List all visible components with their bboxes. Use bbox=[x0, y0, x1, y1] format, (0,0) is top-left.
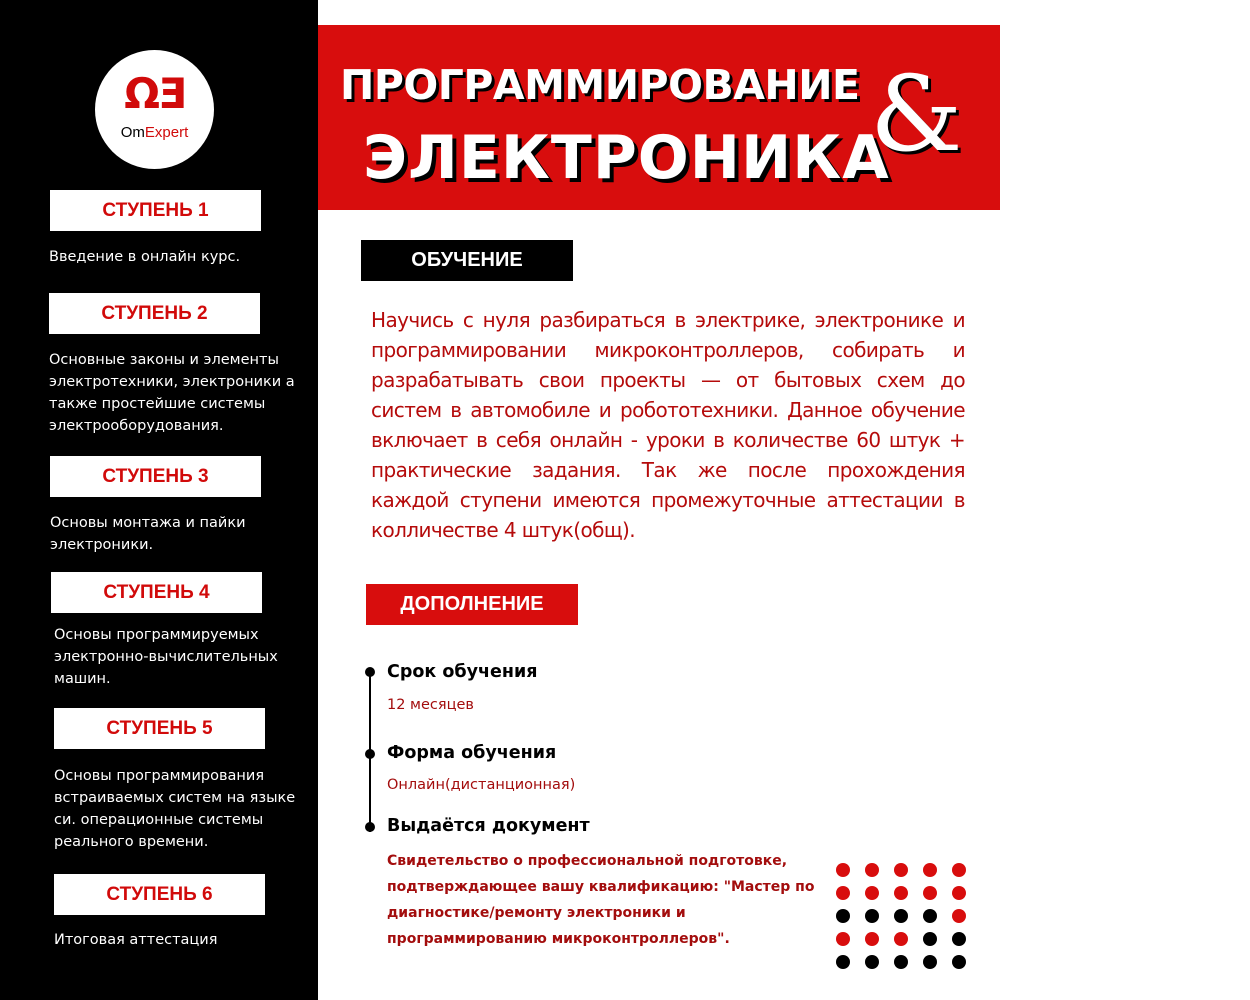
step-6-description: Итоговая аттестация bbox=[54, 932, 218, 948]
step-2-description: Основные законы и элементы электротехники, электроники а также простейшие системы электрооборудования. bbox=[49, 352, 295, 434]
grid-dot bbox=[952, 886, 966, 900]
header-banner bbox=[318, 25, 1250, 210]
grid-dot bbox=[865, 955, 879, 969]
omexpert-logo bbox=[95, 50, 214, 169]
document-value: Свидетельство о профессиональной подготовке, подтверждающее вашу квалификацию: "Мастер по диагностике/ремонту электроники и программированию микроконтроллеров". bbox=[387, 853, 815, 947]
duration-value: 12 месяцев bbox=[387, 697, 474, 713]
form-title: Форма обучения bbox=[387, 743, 557, 763]
grid-dot bbox=[952, 863, 966, 877]
timeline-dot bbox=[365, 749, 375, 759]
grid-dot bbox=[836, 886, 850, 900]
grid-dot bbox=[894, 932, 908, 946]
timeline-dot bbox=[365, 822, 375, 832]
timeline-dot bbox=[365, 667, 375, 677]
grid-dot bbox=[894, 886, 908, 900]
grid-dot bbox=[952, 909, 966, 923]
grid-dot bbox=[923, 909, 937, 923]
decorative-dot-grid bbox=[836, 863, 966, 973]
step-2-badge: СТУПЕНЬ 2 bbox=[49, 293, 260, 334]
sidebar bbox=[0, 0, 318, 1000]
logo-text: OmExpert bbox=[120, 124, 189, 141]
training-label: ОБУЧЕНИЕ bbox=[361, 240, 573, 281]
grid-dot bbox=[836, 955, 850, 969]
grid-dot bbox=[952, 955, 966, 969]
grid-dot bbox=[894, 955, 908, 969]
watermark-text: Kaspi.kz bbox=[1118, 67, 1250, 101]
form-value: Онлайн(дистанционная) bbox=[387, 777, 576, 793]
step-4-description: Основы программируемых электронно-вычислительных машин. bbox=[54, 627, 278, 687]
grid-dot bbox=[865, 886, 879, 900]
step-1-description: Введение в онлайн курс. bbox=[49, 249, 241, 265]
duration-title: Срок обучения bbox=[387, 662, 538, 682]
grid-dot bbox=[923, 955, 937, 969]
step-5-description: Основы программирования встраиваемых систем на языке си. операционные системы реального времени. bbox=[54, 768, 296, 850]
kaspi-watermark bbox=[1068, 63, 1250, 105]
step-1-badge: СТУПЕНЬ 1 bbox=[50, 190, 261, 231]
training-description: Научись с нуля разбираться в электрике, электронике и программировании микроконтроллеров, собирать и разрабатывать свои проекты — от бытовых схем до систем в автомобиле и робототехники. Данное обучение включает в себя онлайн - уроки в количестве 60 штук + практические задания. Так же после прохождения каждой ступени имеются промежуточные аттестации в колличестве 4 штук(общ). bbox=[371, 308, 965, 542]
grid-dot bbox=[836, 909, 850, 923]
document-title: Выдаётся документ bbox=[387, 816, 590, 836]
grid-dot bbox=[894, 909, 908, 923]
addition-label: ДОПОЛНЕНИЕ bbox=[366, 584, 578, 625]
grid-dot bbox=[865, 909, 879, 923]
grid-dot bbox=[836, 932, 850, 946]
grid-dot bbox=[865, 863, 879, 877]
ampersand-symbol: & bbox=[870, 53, 963, 175]
step-3-description: Основы монтажа и пайки электроники. bbox=[50, 515, 246, 553]
step-4-badge: СТУПЕНЬ 4 bbox=[51, 572, 262, 613]
title-line-1: ПРОГРАММИРОВАНИЕ bbox=[340, 61, 860, 109]
step-6-badge: СТУПЕНЬ 6 bbox=[54, 874, 265, 915]
step-3-badge: СТУПЕНЬ 3 bbox=[50, 456, 261, 497]
grid-dot bbox=[865, 932, 879, 946]
grid-dot bbox=[923, 932, 937, 946]
kaspi-logo-icon bbox=[1068, 63, 1110, 105]
title-line-2: ЭЛЕКТРОНИКА bbox=[363, 123, 890, 193]
grid-dot bbox=[923, 886, 937, 900]
grid-dot bbox=[894, 863, 908, 877]
step-5-badge: СТУПЕНЬ 5 bbox=[54, 708, 265, 749]
grid-dot bbox=[836, 863, 850, 877]
logo-mark: ΩƎ bbox=[124, 69, 185, 118]
grid-dot bbox=[952, 932, 966, 946]
grid-dot bbox=[923, 863, 937, 877]
